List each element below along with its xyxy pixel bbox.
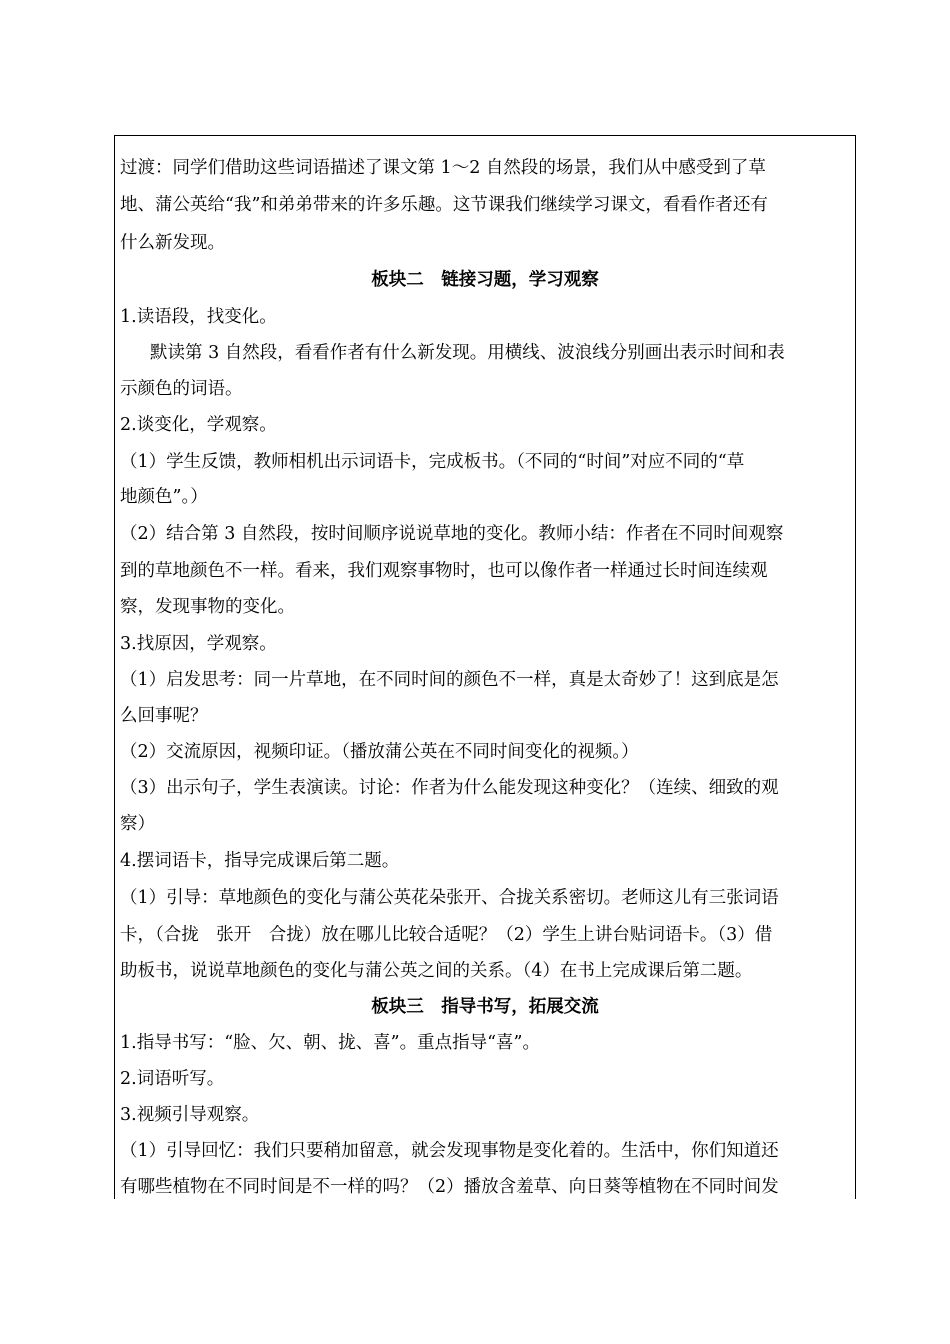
step-heading: 1.指导书写：“脸、欠、朝、拢、喜”。重点指导“喜”。	[120, 1033, 540, 1053]
text-line: （2）交流原因，视频印证。（播放蒲公英在不同时间变化的视频。）	[120, 742, 639, 762]
text-line: 么回事呢？	[120, 706, 208, 726]
section-heading-2: 板块二 链接习题，学习观察	[371, 270, 599, 290]
step-heading: 4.摆词语卡，指导完成课后第二题。	[120, 851, 400, 871]
text-line: 到的草地颜色不一样。看来，我们观察事物时，也可以像作者一样通过长时间连续观	[120, 561, 768, 581]
text-line: 察，发现事物的变化。	[120, 597, 295, 617]
text-line: （1）引导：草地颜色的变化与蒲公英花朵张开、合拢关系密切。老师这儿有三张词语	[120, 888, 779, 908]
text-line-transition: 过渡：同学们借助这些词语描述了课文第 1～2 自然段的场景，我们从中感受到了草	[120, 158, 766, 178]
text-line: 地颜色”。）	[120, 487, 208, 507]
text-line: 察）	[120, 814, 155, 834]
text-line: （1）启发思考：同一片草地，在不同时间的颜色不一样，真是太奇妙了！这到底是怎	[120, 670, 779, 690]
text-line: 示颜色的词语。	[120, 379, 243, 399]
text-line: 卡，（合拢 张开 合拢）放在哪儿比较合适呢？（2）学生上讲台贴词语卡。（3）借	[120, 925, 773, 945]
text-line: （3）出示句子，学生表演读。讨论：作者为什么能发现这种变化？（连续、细致的观	[120, 778, 779, 798]
step-heading: 2.谈变化，学观察。	[120, 415, 277, 435]
step-heading: 3.找原因，学观察。	[120, 634, 277, 654]
step-heading: 1.读语段，找变化。	[120, 307, 277, 327]
text-line: （1）学生反馈，教师相机出示词语卡，完成板书。（不同的“时间”对应不同的“草	[120, 452, 745, 472]
text-line: （1）引导回忆：我们只要稍加留意，就会发现事物是变化着的。生活中，你们知道还	[120, 1141, 779, 1161]
text-line: 助板书，说说草地颜色的变化与蒲公英之间的关系。（4）在书上完成课后第二题。	[120, 961, 753, 981]
text-line: 什么新发现。	[120, 233, 225, 253]
text-line: 地、蒲公英给“我”和弟弟带来的许多乐趣。这节课我们继续学习课文，看看作者还有	[120, 195, 768, 215]
section-heading-3: 板块三 指导书写，拓展交流	[371, 997, 599, 1017]
text-line: （2）结合第 3 自然段，按时间顺序说说草地的变化。教师小结：作者在不同时间观察	[120, 524, 784, 544]
step-heading: 3.视频引导观察。	[120, 1105, 260, 1125]
step-heading: 2.词语听写。	[120, 1069, 225, 1089]
text-line: 有哪些植物在不同时间是不一样的吗？（2）播放含羞草、向日葵等植物在不同时间发	[120, 1177, 779, 1197]
text-line: 默读第 3 自然段，看看作者有什么新发现。用横线、波浪线分别画出表示时间和表	[150, 343, 785, 363]
